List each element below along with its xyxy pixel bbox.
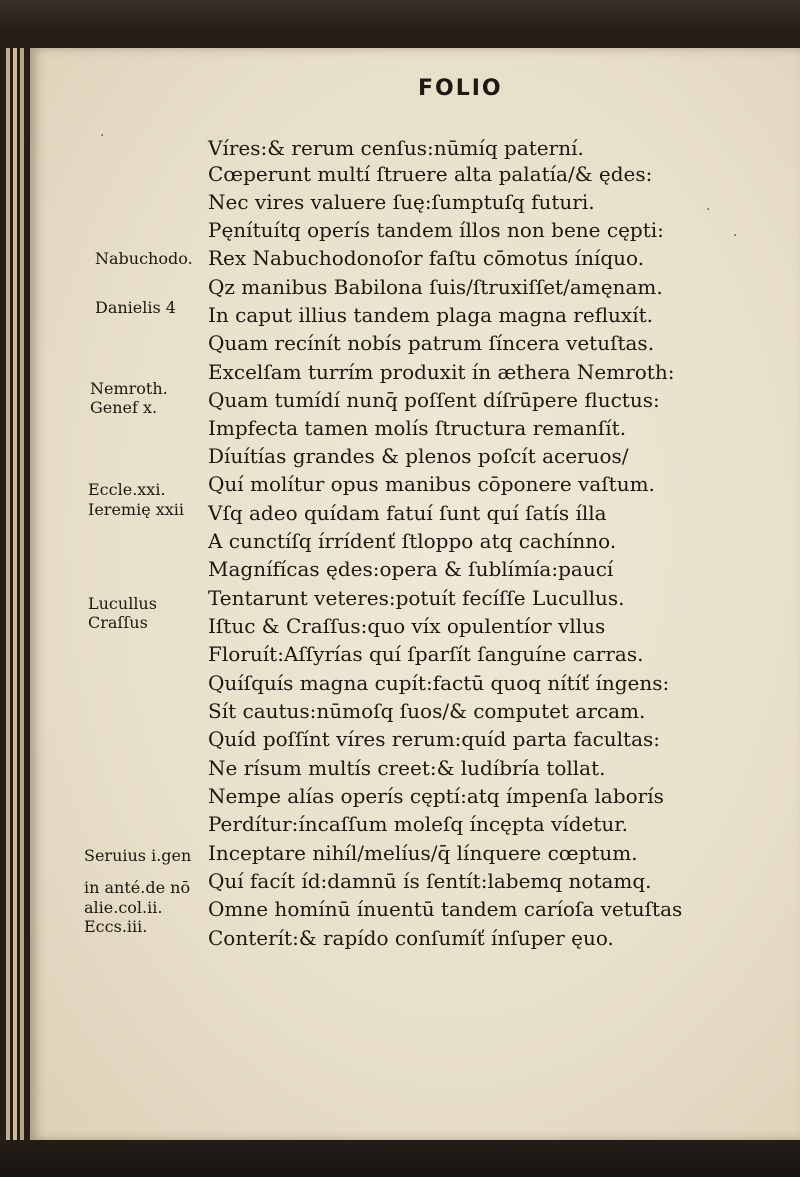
marginal-note: Eccs.iii. <box>84 917 148 936</box>
verse-line: Quí molítur opus manibus cōponere vaſtum. <box>208 472 655 496</box>
verse-line: Floruít:Aſſyrías quí ſparſít ſanguíne carras. <box>208 642 644 666</box>
verse-line: Inceptare nihíl/melíus/q̄ línquere cœptum. <box>208 841 638 865</box>
verse-line: Quam tumídí nunq̄ poſſent díſrūpere fluctus: <box>208 388 660 412</box>
verse-line: In caput illius tandem plaga magna refluxít. <box>208 303 653 327</box>
marginal-note: Genef x. <box>90 398 158 417</box>
verse-line: Ne rísum multís creet:& ludíbría tollat. <box>208 756 606 780</box>
page-edge <box>6 48 10 1140</box>
verse-line: Quam recínít nobís patrum ſíncera vetuſtas. <box>208 331 655 355</box>
verse-line: Quíd poſſínt víres rerum:quíd parta facultas: <box>208 727 661 751</box>
page-edge <box>13 48 17 1140</box>
verse-line: Iſtuc & Craſſus:quo víx opulentíor vllus <box>208 614 606 638</box>
verse-line: Omne homínū ínuentū tandem caríoſa vetuſtas <box>208 897 683 921</box>
page-edge <box>20 48 24 1140</box>
verse-line: Rex Nabuchodonoſor faſtu cōmotus íníquo. <box>208 246 645 270</box>
marginal-note: Nabuchodo. <box>95 249 193 268</box>
verse-line: Cœperunt multí ſtruere alta palatía/& ędes: <box>208 162 653 186</box>
verse-line: Qz manibus Babilona ſuis/ſtruxiſſet/amęnam. <box>208 275 663 299</box>
verse-line: Díuítías grandes & plenos poſcít aceruos/ <box>208 444 629 468</box>
marginal-note: Craſſus <box>88 613 148 632</box>
marginal-note: in anté.de nō <box>84 878 191 897</box>
marginal-note: Eccle.xxi. <box>88 480 166 499</box>
marginal-note: Nemroth. <box>90 379 168 398</box>
verse-line: Impfecta tamen molís ſtructura remanſít. <box>208 416 627 440</box>
verse-line: Nempe alías operís cęptí:atq ímpenſa laborís <box>208 784 664 808</box>
verse-line: Magnífícas ędes:opera & ſublímía:paucí <box>208 557 614 581</box>
ink-speck: · <box>100 128 105 144</box>
verse-line: Tentarunt veteres:potuít fecíſſe Lucullus. <box>208 586 625 610</box>
verse-line: A cunctíſq írrídenť ſtloppo atq cachínno. <box>208 529 617 553</box>
verse-line: Pęnítuítq operís tandem íllos non bene cępti: <box>208 218 664 242</box>
marginal-note: Ieremię xxii <box>88 500 185 519</box>
marginal-note: Danielis 4 <box>95 298 176 317</box>
verse-line: Quíſquís magna cupít:factū quoq nítíť íngens: <box>208 671 670 695</box>
ink-speck: · <box>706 202 711 218</box>
verse-line: Víres:& rerum cenſus:nūmíq paterní. <box>208 136 584 160</box>
verse-line: Perdítur:íncaſſum moleſq íncępta vídetur. <box>208 812 628 836</box>
marginal-note: Seruius i.gen <box>84 846 192 865</box>
verse-line: Sít cautus:nūmoſq ſuos/& computet arcam. <box>208 699 646 723</box>
page-header: FOLIO <box>418 76 503 101</box>
verse-line: Excelſam turrím produxit ín æthera Nemroth: <box>208 360 675 384</box>
marginal-note: alie.col.ii. <box>84 898 163 917</box>
verse-line: Conterít:& rapído conſumíť ínſuper ęuo. <box>208 926 614 950</box>
verse-line: Quí facít íd:damnū ís ſentít:labemq notamq. <box>208 869 652 893</box>
ink-speck: · <box>733 228 738 244</box>
marginal-note: Lucullus <box>88 594 157 613</box>
verse-line: Nec vires valuere ſuę:ſumptuſq futuri. <box>208 190 595 214</box>
verse-line: Vſq adeo quídam fatuí ſunt quí ſatís ílla <box>208 501 607 525</box>
